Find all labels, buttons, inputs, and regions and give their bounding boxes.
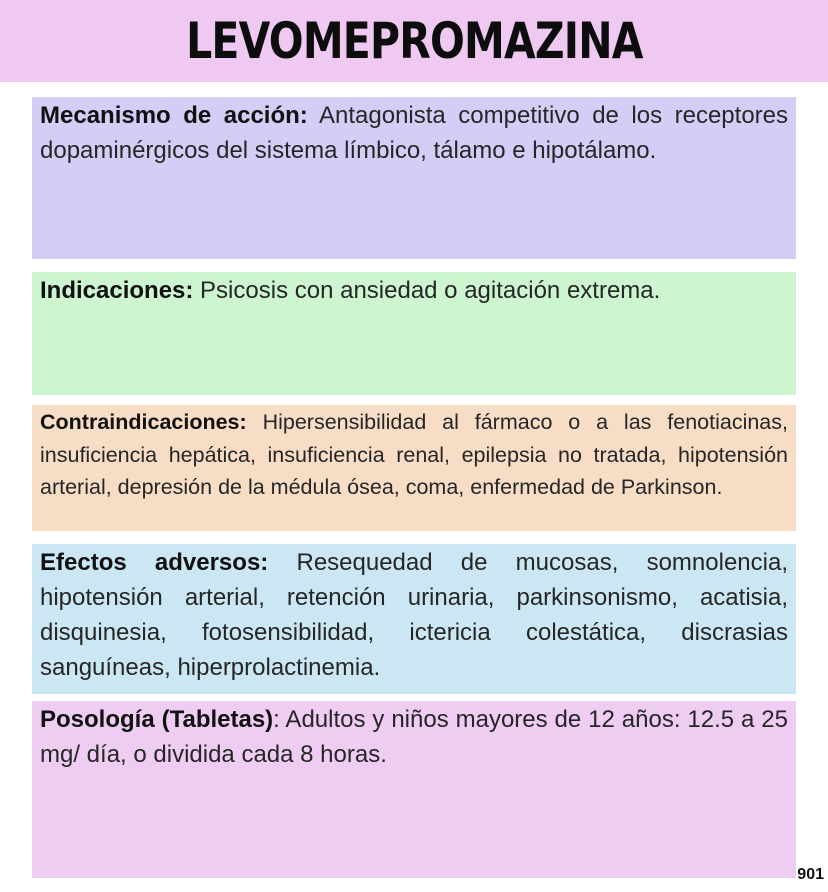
section-posologia-text: : Adultos y niños mayores de 12 años: 12.5 a 25 mg/ día, o dividida cada 8 horas. — [40, 706, 788, 768]
section-indicaciones — [32, 272, 796, 395]
section-mecanismo — [32, 97, 796, 259]
title-banner — [0, 0, 828, 82]
section-efectos-adversos — [32, 544, 796, 694]
section-contraindicaciones-text: Hipersensibilidad al fármaco o a las fenotiacinas, insuficiencia hepática, insuficiencia renal, epilepsia no tratada, hipotensión arterial, depresión de la médula ósea, coma, enfermedad de Parkinson. — [40, 410, 788, 499]
page-title: LEVOMEPROMAZINA — [185, 12, 643, 70]
section-posologia — [32, 701, 796, 878]
section-posologia-label: Posología (Tabletas) — [40, 706, 274, 733]
page-number: 901 — [797, 866, 824, 883]
section-indicaciones-label: Indicaciones: — [40, 277, 194, 304]
section-contraindicaciones-label: Contraindicaciones: — [40, 410, 247, 434]
section-efectos-text: Resequedad de mucosas, somnolencia, hipotensión arterial, retención urinaria, parkinsonismo, acatisia, disquinesia, fotosensibilidad, ictericia colestática, discrasias sanguíneas, hiperprolactinemia. — [40, 549, 788, 681]
section-efectos-label: Efectos adversos: — [40, 549, 269, 576]
section-indicaciones-text: Psicosis con ansiedad o agitación extrema. — [200, 277, 661, 304]
section-contraindicaciones — [32, 405, 796, 531]
section-mecanismo-text: Antagonista competitivo de los receptores dopaminérgicos del sistema límbico, tálamo e hipotálamo. — [40, 102, 789, 164]
section-mecanismo-label: Mecanismo de acción: — [40, 102, 308, 129]
